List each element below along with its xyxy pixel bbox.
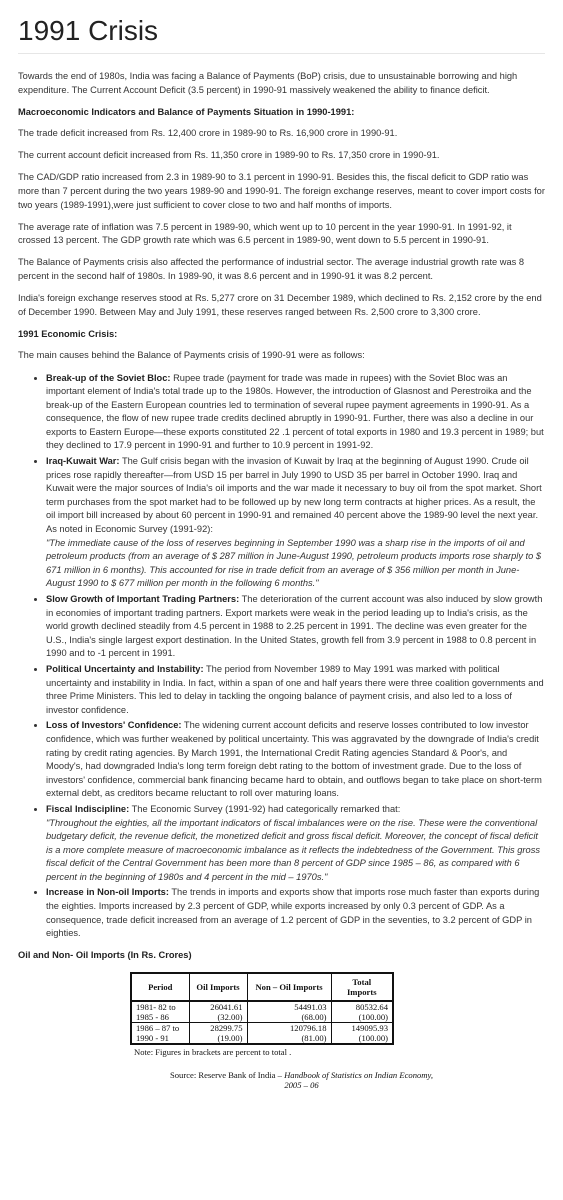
cause-label: Political Uncertainty and Instability: bbox=[46, 663, 204, 674]
cause-quote: "Throughout the eighties, all the important indicators of fiscal imbalances were on the rise. These were the conventional budgetary deficit, the revenue deficit, the monetized deficit and gross fiscal deficit. Moreover, the concept of fiscal deficit is a more complete measure of macroeconomic imbalance as it reflects the indebtedness of the Government. This gross fiscal deficit of the Central Government has been more than 8 percent of GDP since 1985 – 86, as compared with 6 percent in the beginning of 1980s and 4 percent in the mid – 1970s." bbox=[46, 817, 540, 882]
total-imports-cell: 149095.93 bbox=[331, 1023, 393, 1034]
column-header: Oil Imports bbox=[189, 973, 247, 1001]
cause-item bbox=[46, 663, 545, 717]
cause-text: Rupee trade (payment for trade was made in rupees) with the Soviet Bloc was an important element of India's total trade up to the 1980s. However, the introduction of Glasnost and Perestroika and the break-up of the Eastern European countries led to termination of several rupee payment agreements in 1990-91. As a consequence, the flow of new rupee trade credits declined abruptly in 1990-91. Further, there was also a decline in our exports to Eastern Europe—these exports constituted 22 .1 percent of total exports in 1980 and 19.3 percent in 1989; but they declined to 17.9 percent in 1990-91 and further to 10.9 percent in 1991-92. bbox=[46, 372, 544, 451]
macro-paragraph: India's foreign exchange reserves stood at Rs. 5,277 crore on 31 December 1989, which declined to Rs. 2,152 crore by the end of December 1990. Between May and July 1991, these reserves ranged between Rs. 2,500 crore to 3,300 crore. bbox=[18, 293, 542, 317]
cause-text: The Gulf crisis began with the invasion of Kuwait by Iraq at the beginning of August 1990. Crude oil prices rose rapidly thereafter—from USD 15 per barrel in July 1990 to USD 35 per barrel in October 1990. Iraq and Kuwait were the major sources of India's oil imports and the war made it necessary to buy oil from the spot market. Short term purchases from the spot market had to be followed up by new long term contracts at higher prices. As a result, the oil import bill increased by about 60 percent in 1990-91 and remained 40 percent above the 1989-90 level the next year. As noted in Economic Survey (1991-92): bbox=[46, 456, 542, 535]
total-imports-cell: 80532.64 bbox=[331, 1001, 393, 1012]
table-row bbox=[131, 1012, 393, 1023]
cause-quote: "The immediate cause of the loss of reserves beginning in September 1990 was a sharp rise in the imports of oil and petroleum products (from an average of $ 287 million in June-August 1990, petroleum products imports rose sharply to $ 671 million in 6 months). This accounted for rise in trade deficit from an average of $ 356 million per month in June-August 1990 to $ 677 million per month in the following 6 months." bbox=[46, 537, 542, 589]
cause-text: The widening current account deficits and reserve losses contributed to low investor confidence, which was further weakened by political uncertainty. This was aggravated by the downgrade of India's credit rating by credit rating agencies. By March 1991, the International Credit Rating agencies Standard & Poor's, and Moody's, had downgraded India's long term foreign debt rating to the bottom of investment grade. Due to the loss of investors' confidence, commercial bank financing became hard to obtain, and outflows began to take place on short-term external debt, as creditors became reluctant to roll over maturing loans. bbox=[46, 720, 542, 799]
total-percent-cell: (100.00) bbox=[331, 1012, 393, 1023]
imports-table bbox=[130, 972, 394, 1045]
table-header-row bbox=[131, 973, 393, 1001]
non-oil-percent-cell: (68.00) bbox=[247, 1012, 331, 1023]
column-header: Total Imports bbox=[331, 973, 393, 1001]
table-row bbox=[131, 1023, 393, 1034]
causes-lead: The main causes behind the Balance of Payments crisis of 1990-91 were as follows: bbox=[18, 350, 365, 361]
period-cell: 1990 - 91 bbox=[131, 1033, 189, 1044]
cause-text: The period from November 1989 to May 1991 was marked with political uncertainty and instability in India. In fact, within a span of one and half years there were three coalition governments and three Prime Ministers. This led to delay in tackling the ongoing balance of payment crisis, and also led to a loss of investor confidence. bbox=[46, 663, 544, 715]
macro-paragraph: The CAD/GDP ratio increased from 2.3 in 1989-90 to 3.1 percent in 1990-91. Besides this, the fiscal deficit to GDP ratio was more than 7 percent during the two years 1989-90 and 1990-91. The foreign exchange reserves, meant to cover import costs for two years (1989-1991),were just sufficient to cover close to two and half months of imports. bbox=[18, 172, 545, 210]
cause-item bbox=[46, 803, 545, 885]
cause-text: The trends in imports and exports show that imports rose much faster than exports during the eighties. Imports increased by 2.3 percent of GDP, while exports increased by only 0.3 percent of GDP. As a consequence, trade deficit increased from an average of 1.2 percent of GDP in the seventies, to 3.2 percent of GDP in eighties. bbox=[46, 887, 540, 939]
non-oil-imports-cell: 54491.03 bbox=[247, 1001, 331, 1012]
cause-label: Loss of Investors' Confidence: bbox=[46, 720, 182, 731]
cause-label: Increase in Non-oil Imports: bbox=[46, 887, 169, 898]
cause-text: The Economic Survey (1991-92) had categorically remarked that: bbox=[129, 803, 401, 814]
cause-item bbox=[46, 719, 545, 801]
table-source bbox=[58, 1070, 545, 1090]
causes-list bbox=[18, 372, 545, 941]
table-title: Oil and Non- Oil Imports (In Rs. Crores) bbox=[18, 949, 192, 960]
intro-paragraph: Towards the end of 1980s, India was facing a Balance of Payments (BoP) crisis, due to unsustainable borrowing and high expenditure. The Current Account Deficit (3.5 percent) in 1990-91 massively weakened the ability to finance deficit. bbox=[18, 71, 518, 95]
period-cell: 1986 – 87 to bbox=[131, 1023, 189, 1034]
cause-item bbox=[46, 593, 545, 661]
table-note: Note: Figures in brackets are percent to total . bbox=[134, 1047, 292, 1058]
section-heading-macro: Macroeconomic Indicators and Balance of Payments Situation in 1990-1991: bbox=[18, 106, 355, 117]
source-year: 2005 – 06 bbox=[284, 1080, 319, 1091]
imports-table-figure bbox=[18, 972, 545, 1090]
cause-label: Fiscal Indiscipline: bbox=[46, 803, 130, 814]
oil-percent-cell: (32.00) bbox=[189, 1012, 247, 1023]
cause-item bbox=[46, 372, 545, 454]
table-row bbox=[131, 1033, 393, 1044]
oil-imports-cell: 26041.61 bbox=[189, 1001, 247, 1012]
macro-paragraph: The current account deficit increased from Rs. 11,350 crore in 1989-90 to Rs. 17,350 crore in 1990-91. bbox=[18, 150, 440, 161]
section-heading-crisis: 1991 Economic Crisis: bbox=[18, 328, 118, 339]
non-oil-percent-cell: (81.00) bbox=[247, 1033, 331, 1044]
total-percent-cell: (100.00) bbox=[331, 1033, 393, 1044]
cause-item bbox=[46, 455, 545, 591]
page-title: 1991 Crisis bbox=[18, 14, 545, 54]
column-header: Non – Oil Imports bbox=[247, 973, 331, 1001]
cause-item bbox=[46, 886, 545, 940]
macro-paragraph: The trade deficit increased from Rs. 12,400 crore in 1989-90 to Rs. 16,900 crore in 1990-91. bbox=[18, 128, 398, 139]
macro-paragraph: The Balance of Payments crisis also affected the performance of industrial sector. The average industrial growth rate was 8 percent in the second half of 1980s. In 1989-90, it was 8.6 percent and in 1990-91 it was 8.2 percent. bbox=[18, 257, 525, 282]
period-cell: 1985 - 86 bbox=[131, 1012, 189, 1023]
cause-text: The deterioration of the current account was also induced by slow growth in economies of important trading partners. Export markets were weak in the period leading up to India's crisis, as the world growth declined steadily from 4.5 percent in 1988 to 2.25 percent in 1991. The decline was even greater for the U.S., India's single largest export destination. In the United States, growth fell from 3.9 percent in 1988 to 0.8 percent in 1990 and to -1 percent in 1991. bbox=[46, 594, 543, 659]
macro-paragraph: The average rate of inflation was 7.5 percent in 1989-90, which went up to 10 percent in the year 1990-91. In 1991-92, it crossed 13 percent. The GDP growth rate which was 6.5 percent in 1989-90, went down to 5.5 percent in 1990-91. bbox=[18, 221, 512, 246]
cause-label: Iraq-Kuwait War: bbox=[46, 456, 120, 467]
cause-label: Slow Growth of Important Trading Partners: bbox=[46, 594, 240, 604]
cause-label: Break-up of the Soviet Bloc: bbox=[46, 372, 171, 383]
oil-percent-cell: (19.00) bbox=[189, 1033, 247, 1044]
non-oil-imports-cell: 120796.18 bbox=[247, 1023, 331, 1034]
column-header: Period bbox=[131, 973, 189, 1001]
source-title: Handbook of Statistics on Indian Economy, bbox=[284, 1070, 434, 1081]
oil-imports-cell: 28299.75 bbox=[189, 1023, 247, 1034]
table-row bbox=[131, 1001, 393, 1012]
period-cell: 1981- 82 to bbox=[131, 1001, 189, 1012]
source-prefix: Source: Reserve Bank of India – bbox=[169, 1070, 282, 1081]
